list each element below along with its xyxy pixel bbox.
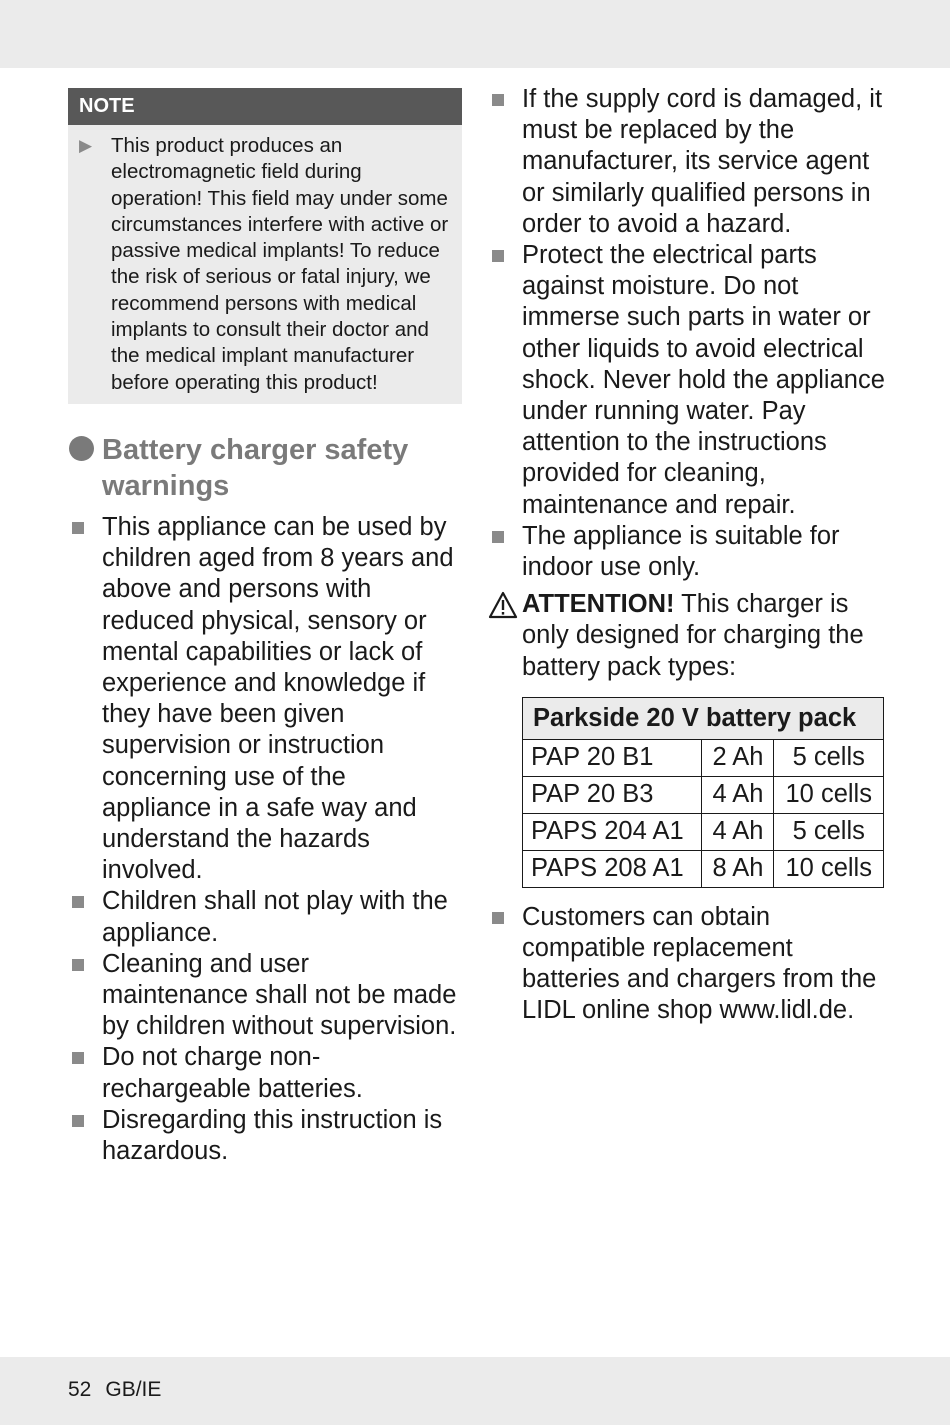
list-item [68, 1042, 462, 1104]
square-bullet-icon [72, 959, 84, 971]
table-cell-cells: 10 cells [774, 850, 884, 887]
shop-info-list [488, 902, 888, 1027]
table-cell-cells: 5 cells [774, 813, 884, 850]
list-item [68, 512, 462, 886]
page-footer [68, 1378, 175, 1402]
top-band [0, 0, 950, 68]
list-item [68, 886, 462, 948]
list-item-text: Customers can obtain compatible replacement batteries and chargers from the LIDL online shop www.lidl.de. [522, 902, 877, 1025]
square-bullet-icon [72, 1115, 84, 1127]
warning-triangle-icon [488, 591, 518, 619]
attention-notice [488, 589, 888, 683]
table-row [523, 850, 884, 887]
battery-pack-table [522, 697, 884, 888]
table-cell-capacity: 2 Ah [702, 739, 774, 776]
square-bullet-icon [72, 1052, 84, 1064]
list-item-text: Disregarding this instruction is hazardous. [102, 1105, 443, 1166]
note-box [68, 88, 462, 404]
table-cell-model: PAP 20 B3 [523, 776, 702, 813]
list-item-text: Protect the electrical parts against moisture. Do not immerse such parts in water or other liquids to avoid electrical shock. Never hold the appliance under running water. Pay attention to the instructions provided for cleaning, maintenance and repair. [522, 241, 885, 519]
square-bullet-icon [492, 250, 504, 262]
section-title-text: Battery charger safety warnings [102, 433, 409, 502]
section-title [68, 432, 462, 504]
note-header: NOTE [68, 88, 462, 125]
list-item [488, 902, 888, 1027]
note-body [68, 125, 462, 404]
list-item [68, 1105, 462, 1167]
list-item-text: Cleaning and user maintenance shall not be made by children without supervision. [102, 949, 457, 1041]
table-cell-model: PAPS 208 A1 [523, 850, 702, 887]
square-bullet-icon [492, 531, 504, 543]
list-item-text: This appliance can be used by children aged from 8 years and above and persons with reduced physical, sensory or mental capabilities or lack of experience and knowledge if they have been given supervision or instruction concerning use of the appliance in a safe way and understand the hazards involved. [102, 512, 454, 885]
electrical-warnings-list [488, 84, 888, 583]
square-bullet-icon [72, 896, 84, 908]
attention-label: ATTENTION! [522, 590, 675, 619]
list-item [68, 949, 462, 1043]
table-row [523, 813, 884, 850]
note-text: This product produces an electromagnetic field during operation! This field may under some circumstances interfere with active or passive medical implants! To reduce the risk of serious or fatal injury, we recommend persons with medical implants to consult their doctor and the medical implant manufacturer before operating this product! [111, 134, 449, 394]
list-item [488, 84, 888, 240]
table-cell-cells: 5 cells [774, 739, 884, 776]
triangle-right-icon: ▶ [79, 136, 93, 155]
square-bullet-icon [492, 94, 504, 106]
table-row [523, 739, 884, 776]
page-number: 52 [68, 1378, 92, 1401]
list-item-text: The appliance is suitable for indoor use only. [522, 521, 840, 582]
square-bullet-icon [72, 522, 84, 534]
list-item [488, 521, 888, 583]
table-cell-capacity: 4 Ah [702, 776, 774, 813]
right-column [488, 84, 888, 1027]
list-item [488, 240, 888, 521]
table-cell-capacity: 8 Ah [702, 850, 774, 887]
table-header: Parkside 20 V battery pack [523, 697, 884, 739]
attention-text: This charger is only designed for charging the battery pack types: [522, 590, 864, 681]
table-cell-cells: 10 cells [774, 776, 884, 813]
table-row [523, 776, 884, 813]
list-item-text: Children shall not play with the appliance. [102, 887, 448, 947]
table-cell-model: PAP 20 B1 [523, 739, 702, 776]
circle-bullet-icon [69, 436, 94, 461]
table-cell-capacity: 4 Ah [702, 813, 774, 850]
safety-warnings-list [68, 512, 462, 1167]
list-item-text: Do not charge non-rechargeable batteries. [102, 1043, 363, 1103]
table-cell-model: PAPS 204 A1 [523, 813, 702, 850]
region-label: GB/IE [105, 1378, 162, 1401]
square-bullet-icon [492, 912, 504, 924]
left-column [68, 88, 462, 1167]
list-item-text: If the supply cord is damaged, it must be replaced by the manufacturer, its service agent or similarly qualified persons in order to avoid a hazard. [522, 85, 883, 238]
